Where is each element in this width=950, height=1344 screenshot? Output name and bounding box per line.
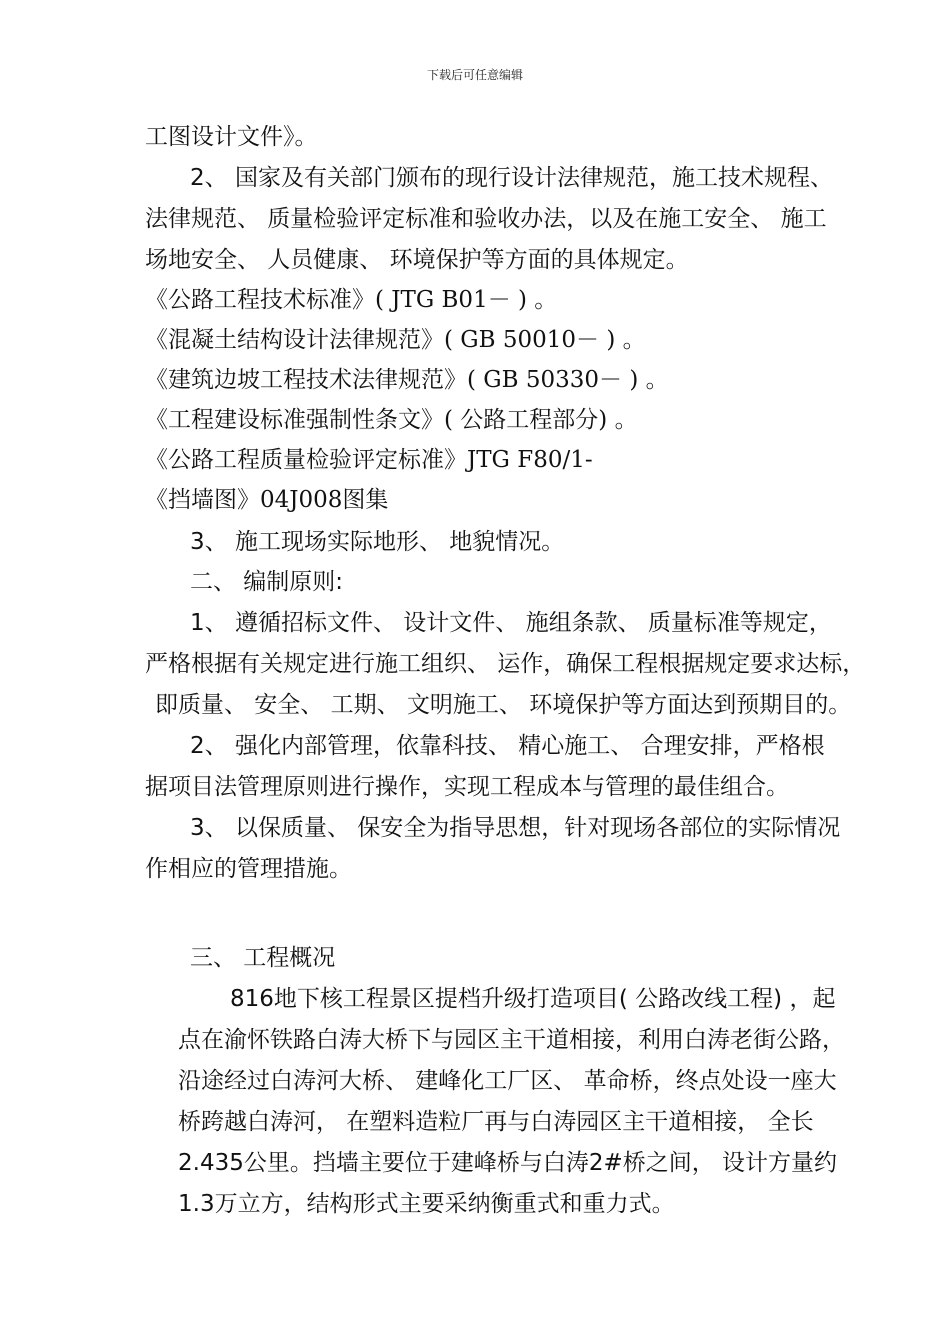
text-line-7: 《建筑边坡工程技术法律规范》( GB 50330－ ) 。 xyxy=(145,367,669,393)
text-line-1: 工图设计文件》。 xyxy=(145,124,318,150)
text-line-9: 《公路工程质量检验评定标准》JTG F80/1- xyxy=(145,447,593,473)
text-line-13: 1、 遵循招标文件、 设计文件、 施组条款、 质量标准等规定， xyxy=(190,610,832,636)
text-line-16: 2、 强化内部管理，依靠科技、 精心施工、 合理安排，严格根 xyxy=(190,733,825,759)
text-line-3: 法律规范、 质量检验评定标准和验收办法，以及在施工安全、 施工 xyxy=(145,206,827,232)
text-line-26: 1.3万立方，结构形式主要采纳衡重式和重力式。 xyxy=(178,1191,675,1217)
text-line-23: 沿途经过白涛河大桥、 建峰化工厂区、 革命桥，终点处设一座大 xyxy=(178,1068,837,1094)
text-line-14: 严格根据有关规定进行施工组织、 运作，确保工程根据规定要求达标， xyxy=(145,651,866,677)
text-line-21: 816地下核工程景区提档升级打造项目( 公路改线工程) ，起 xyxy=(230,986,836,1012)
text-line-17: 据项目法管理原则进行操作，实现工程成本与管理的最佳组合。 xyxy=(145,774,789,800)
text-line-18: 3、 以保质量、 保安全为指导思想，针对现场各部位的实际情况 xyxy=(190,815,841,841)
text-line-2: 2、 国家及有关部门颁布的现行设计法律规范，施工技术规程、 xyxy=(190,165,833,191)
section-heading-3: 三、 工程概况 xyxy=(190,945,336,971)
text-line-25: 2.435公里。挡墙主要位于建峰桥与白涛2#桥之间， 设计方量约 xyxy=(178,1150,838,1176)
text-line-22: 点在渝怀铁路白涛大桥下与园区主干道相接，利用白涛老街公路， xyxy=(178,1027,845,1053)
page-header: 下载后可任意编辑 xyxy=(426,68,523,82)
text-line-6: 《混凝土结构设计法律规范》( GB 50010－ ) 。 xyxy=(145,327,646,353)
text-line-4: 场地安全、 人员健康、 环境保护等方面的具体规定。 xyxy=(145,247,689,273)
text-line-10: 《挡墙图》04J008图集 xyxy=(145,487,389,513)
text-line-19: 作相应的管理措施。 xyxy=(145,856,352,882)
text-line-8: 《工程建设标准强制性条文》( 公路工程部分) 。 xyxy=(145,407,638,433)
text-line-24: 桥跨越白涛河， 在塑料造粒厂再与白涛园区主干道相接， 全长 xyxy=(178,1109,814,1135)
text-line-5: 《公路工程技术标准》( JTG B01－ ) 。 xyxy=(145,287,558,313)
text-line-11: 3、 施工现场实际地形、 地貌情况。 xyxy=(190,529,565,555)
section-heading-2: 二、 编制原则: xyxy=(190,569,344,595)
text-line-15: 即质量、 安全、 工期、 文明施工、 环境保护等方面达到预期目的。 xyxy=(155,692,852,718)
